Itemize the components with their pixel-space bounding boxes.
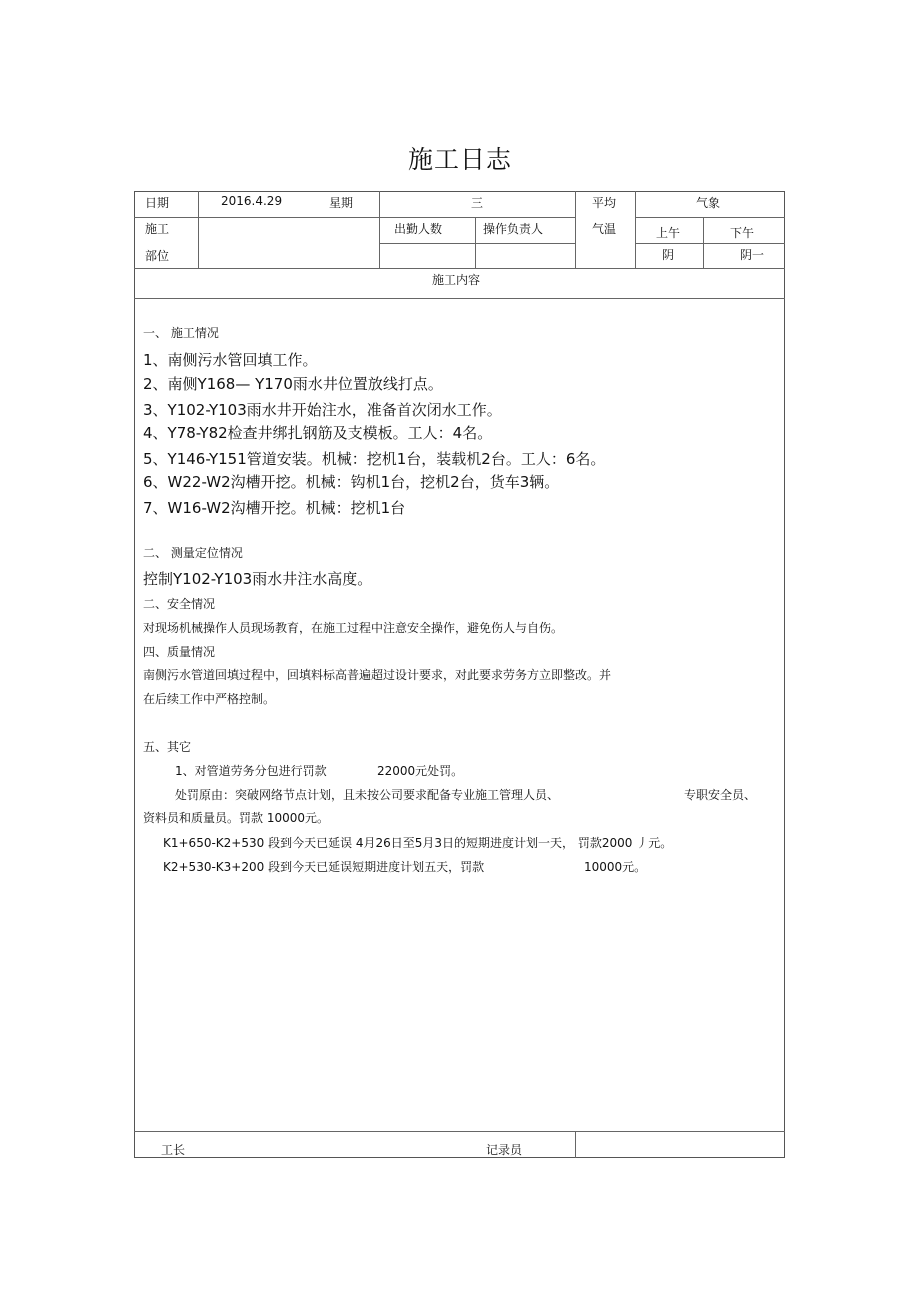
- grid-line: [134, 1131, 785, 1132]
- date-value: 2016.4.29: [221, 194, 283, 208]
- morning-weather: 阴: [662, 248, 675, 262]
- grid-line: [134, 298, 785, 299]
- list-item: 4、Y78-Y82检查井绑扎钢筋及支模板。工人：4名。: [143, 424, 493, 442]
- list-item: 2、南侧Y168— Y170雨水井位置放线打点。: [143, 375, 443, 393]
- grid-line: [635, 217, 785, 218]
- safety-text: 对现场机械操作人员现场教育，在施工过程中注意安全操作，避免伤人与自伤。: [143, 621, 564, 635]
- section-heading: 二、 测量定位情况: [143, 546, 243, 560]
- delay-text: K2+530-K3+200 段到今天已延误短期进度计划五天，罚款: [163, 860, 485, 874]
- afternoon-weather: 阴一: [740, 248, 765, 262]
- fine-amount: 22000元处罚。: [377, 764, 464, 778]
- weekday-label: 星期: [329, 196, 354, 210]
- grid-line: [575, 191, 576, 268]
- list-item: 7、W16-W2沟槽开挖。机械：挖机1台: [143, 499, 406, 517]
- grid-line: [379, 243, 575, 244]
- survey-text: 控制Y102-Y103雨水井注水高度。: [143, 570, 373, 588]
- attendance-label: 出勤人数: [394, 222, 443, 236]
- quality-text: 在后续工作中严格控制。: [143, 692, 276, 706]
- fine-reason: 处罚原由：突破网络节点计划，且未按公司要求配备专业施工管理人员、: [175, 788, 560, 802]
- grid-line: [134, 217, 575, 218]
- afternoon-label: 下午: [730, 226, 755, 240]
- delay-text: K1+650-K2+530 段到今天已延误 4月26日至5月3日的短期进度计划一天， 罚款2000 丿元。: [163, 836, 673, 850]
- foreman-label: 工长: [161, 1143, 186, 1157]
- fine-reason: 资料员和质量员。罚款 10000元。: [143, 811, 329, 825]
- avg-temp-label: 平均: [592, 196, 617, 210]
- grid-line: [134, 268, 785, 269]
- fine-reason: 专职安全员、: [684, 788, 757, 802]
- recorder-label: 记录员: [486, 1143, 523, 1157]
- grid-line: [635, 191, 636, 268]
- section-heading: 五、其它: [143, 740, 192, 754]
- section-heading: 一、 施工情况: [143, 326, 219, 340]
- fine-text: 1、对管道劳务分包进行罚款: [175, 764, 327, 778]
- dept-label: 部位: [145, 249, 170, 263]
- list-item: 5、Y146-Y151管道安装。机械：挖机1台，装载机2台。工人：6名。: [143, 450, 606, 468]
- date-label: 日期: [145, 196, 170, 210]
- grid-line: [198, 191, 199, 268]
- grid-line: [575, 1131, 576, 1158]
- delay-amount: 10000元。: [584, 860, 647, 874]
- grid-line: [379, 191, 380, 268]
- section-heading: 四、质量情况: [143, 645, 216, 659]
- weekday-value: 三: [471, 196, 484, 210]
- morning-label: 上午: [656, 226, 681, 240]
- weather-label: 气象: [696, 196, 721, 210]
- section-heading: 二、安全情况: [143, 597, 216, 611]
- list-item: 6、W22-W2沟槽开挖。机械：钩机1台，挖机2台，货车3辆。: [143, 473, 560, 491]
- operator-label: 操作负责人: [483, 222, 544, 236]
- page-title: 施工日志: [407, 145, 512, 174]
- quality-text: 南侧污水管道回填过程中，回填料标高普遍超过设计要求，对此要求劳务方立即整改。并: [143, 668, 612, 682]
- grid-line: [703, 217, 704, 268]
- grid-line: [475, 217, 476, 268]
- dept-label: 施工: [145, 222, 170, 236]
- content-header: 施工内容: [432, 273, 481, 287]
- list-item: 3、Y102-Y103雨水井开始注水，准备首次闭水工作。: [143, 401, 502, 419]
- list-item: 1、南侧污水管回填工作。: [143, 351, 318, 369]
- grid-line: [635, 243, 785, 244]
- avg-temp-label: 气温: [592, 222, 617, 236]
